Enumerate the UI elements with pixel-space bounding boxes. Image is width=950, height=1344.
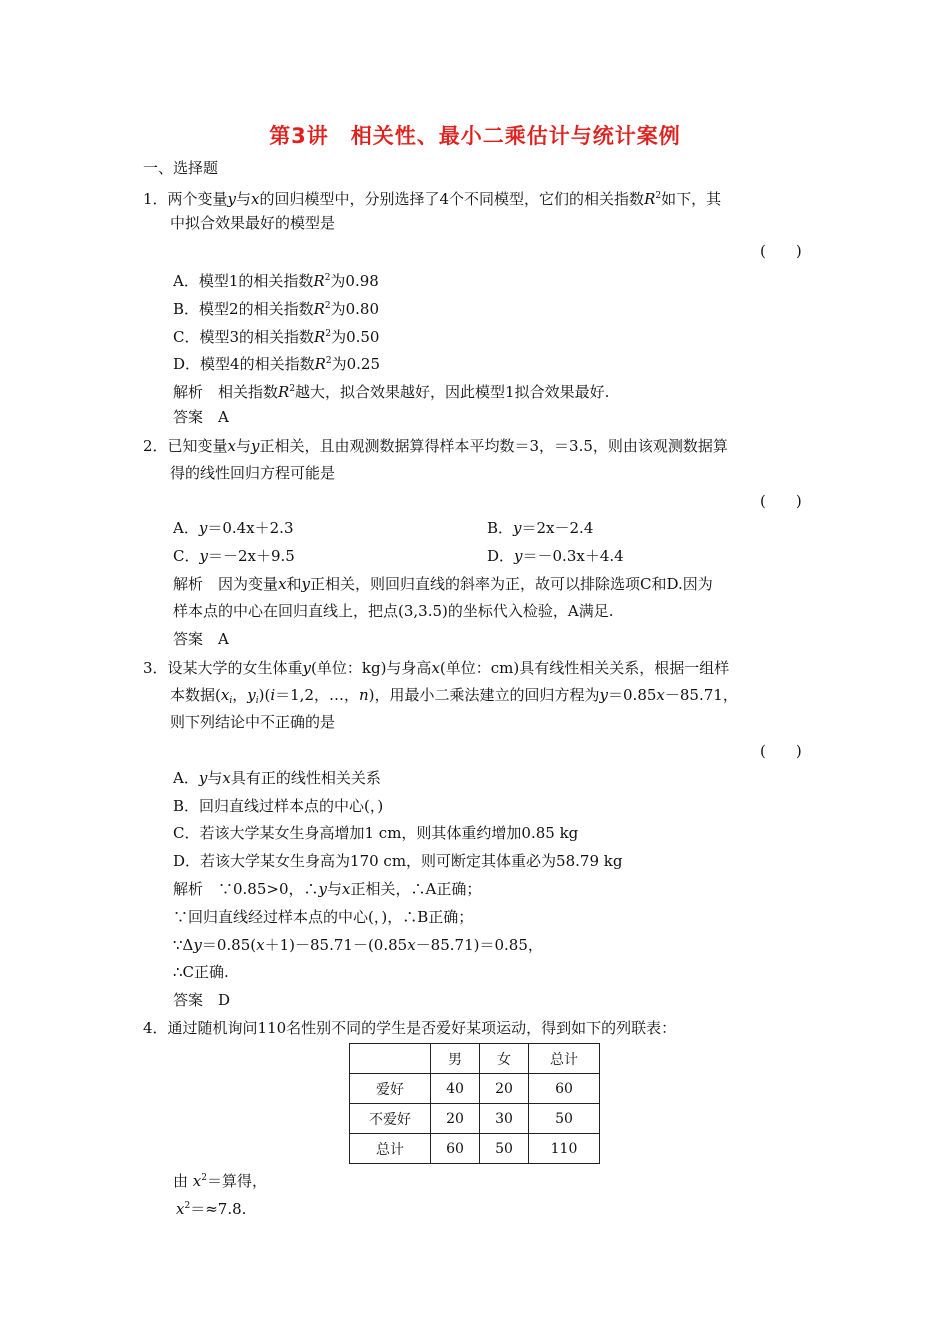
- q3-analysis-line2: ∵回归直线经过样本点的中心(，)，∴B正确；: [173, 908, 474, 926]
- q1-answer-blank: ( ): [760, 242, 802, 260]
- q1-answer: 答案 A: [173, 408, 229, 426]
- q3-stem-line1: 3．设某大学的女生体重y(单位：kg)与身高x(单位：cm)具有线性相关关系，根据一组样: [143, 659, 730, 677]
- q2-answer-blank: ( ): [760, 492, 802, 510]
- table-cell: 40: [431, 1074, 480, 1104]
- table-row: [350, 1074, 600, 1104]
- q1-analysis: 解析 相关指数$R^2$越大，拟合效果越好，因此模型1拟合效果最好.: [173, 383, 610, 401]
- table-header-cell: [350, 1044, 431, 1074]
- q2-option-b: B．y＝2x－2.4: [487, 519, 594, 537]
- q3-answer-blank: ( ): [760, 742, 802, 760]
- page-title: 第3讲 相关性、最小二乘估计与统计案例: [269, 124, 681, 148]
- table-cell: 50: [480, 1134, 529, 1164]
- contingency-table: [349, 1043, 600, 1164]
- table-cell: 爱好: [350, 1074, 431, 1104]
- table-row: [350, 1104, 600, 1134]
- q4-formula-line2: $x^2=\approx 7.8$.: [176, 1200, 247, 1218]
- q4-stem: 4．通过随机询问110名性别不同的学生是否爱好某项运动，得到如下的列联表：: [143, 1019, 677, 1037]
- q3-option-a: A．y与x具有正的线性相关关系: [173, 769, 381, 787]
- q2-option-d: D．y＝－0.3x＋4.4: [487, 547, 624, 565]
- table-cell: 110: [529, 1134, 600, 1164]
- table-cell: 60: [529, 1074, 600, 1104]
- section-heading: 一、选择题: [143, 159, 219, 177]
- q2-option-c: C．y＝－2x＋9.5: [173, 547, 295, 565]
- q2-answer: 答案 A: [173, 630, 229, 648]
- table-header-cell: 总计: [529, 1044, 600, 1074]
- q3-option-b: B．回归直线过样本点的中心(，): [173, 797, 384, 815]
- q2-analysis-line1: 解析 因为变量x和y正相关，则回归直线的斜率为正，故可以排除选项C和D.因为: [173, 575, 713, 593]
- table-header-cell: 男: [431, 1044, 480, 1074]
- table-cell: 50: [529, 1104, 600, 1134]
- q1-option-b: B．模型2的相关指数$R^2$为0.80: [173, 300, 380, 318]
- table-cell: 总计: [350, 1134, 431, 1164]
- q3-stem-line2: 本数据($x_i$，$y_i)(i=1,2$，…，n)，用最小二乘法建立的回归方程为y＝0.85x－85.71，: [170, 686, 738, 706]
- q2-option-a: A．y＝0.4x＋2.3: [173, 519, 294, 537]
- q1-option-a: A．模型1的相关指数$R^2$为0.98: [173, 272, 379, 290]
- table-row: [350, 1134, 600, 1164]
- q1-stem-line1: 1．两个变量y与x的回归模型中，分别选择了4个不同模型，它们的相关指数$R^2$如下，其: [143, 190, 722, 208]
- q1-stem-line2: 中拟合效果最好的模型是: [170, 214, 336, 232]
- table-cell: 不爱好: [350, 1104, 431, 1134]
- q3-answer: 答案 D: [173, 991, 231, 1009]
- q2-analysis-line2: 样本点的中心在回归直线上，把点(3,3.5)的坐标代入检验，A满足.: [173, 602, 614, 620]
- q3-stem-line3: 则下列结论中不正确的是: [170, 713, 336, 731]
- q3-analysis-line3: ∵Δy＝0.85(x＋1)－85.71－(0.85x－85.71)＝0.85，: [173, 936, 543, 954]
- q2-stem-line1: 2．已知变量x与y正相关，且由观测数据算得样本平均数＝3，＝3.5，则由该观测数据算: [143, 437, 728, 455]
- q3-option-d: D．若该大学某女生身高为170 cm，则可断定其体重必为58.79 kg: [173, 852, 623, 870]
- q3-analysis-line1: 解析 ∵0.85>0，∴y与x正相关，∴A正确；: [173, 880, 482, 898]
- q1-option-c: C．模型3的相关指数$R^2$为0.50: [173, 328, 380, 346]
- q2-stem-line2: 得的线性回归方程可能是: [170, 464, 336, 482]
- table-cell: 20: [480, 1074, 529, 1104]
- q4-formula-line1: 由 $x^2=$算得，: [173, 1172, 267, 1190]
- q3-option-c: C．若该大学某女生身高增加1 cm，则其体重约增加0.85 kg: [173, 824, 579, 842]
- table-row: [350, 1044, 600, 1074]
- table-cell: 20: [431, 1104, 480, 1134]
- table-cell: 30: [480, 1104, 529, 1134]
- q1-option-d: D．模型4的相关指数$R^2$为0.25: [173, 355, 381, 373]
- q3-analysis-line4: ∴C正确.: [173, 963, 229, 981]
- table-cell: 60: [431, 1134, 480, 1164]
- table-header-cell: 女: [480, 1044, 529, 1074]
